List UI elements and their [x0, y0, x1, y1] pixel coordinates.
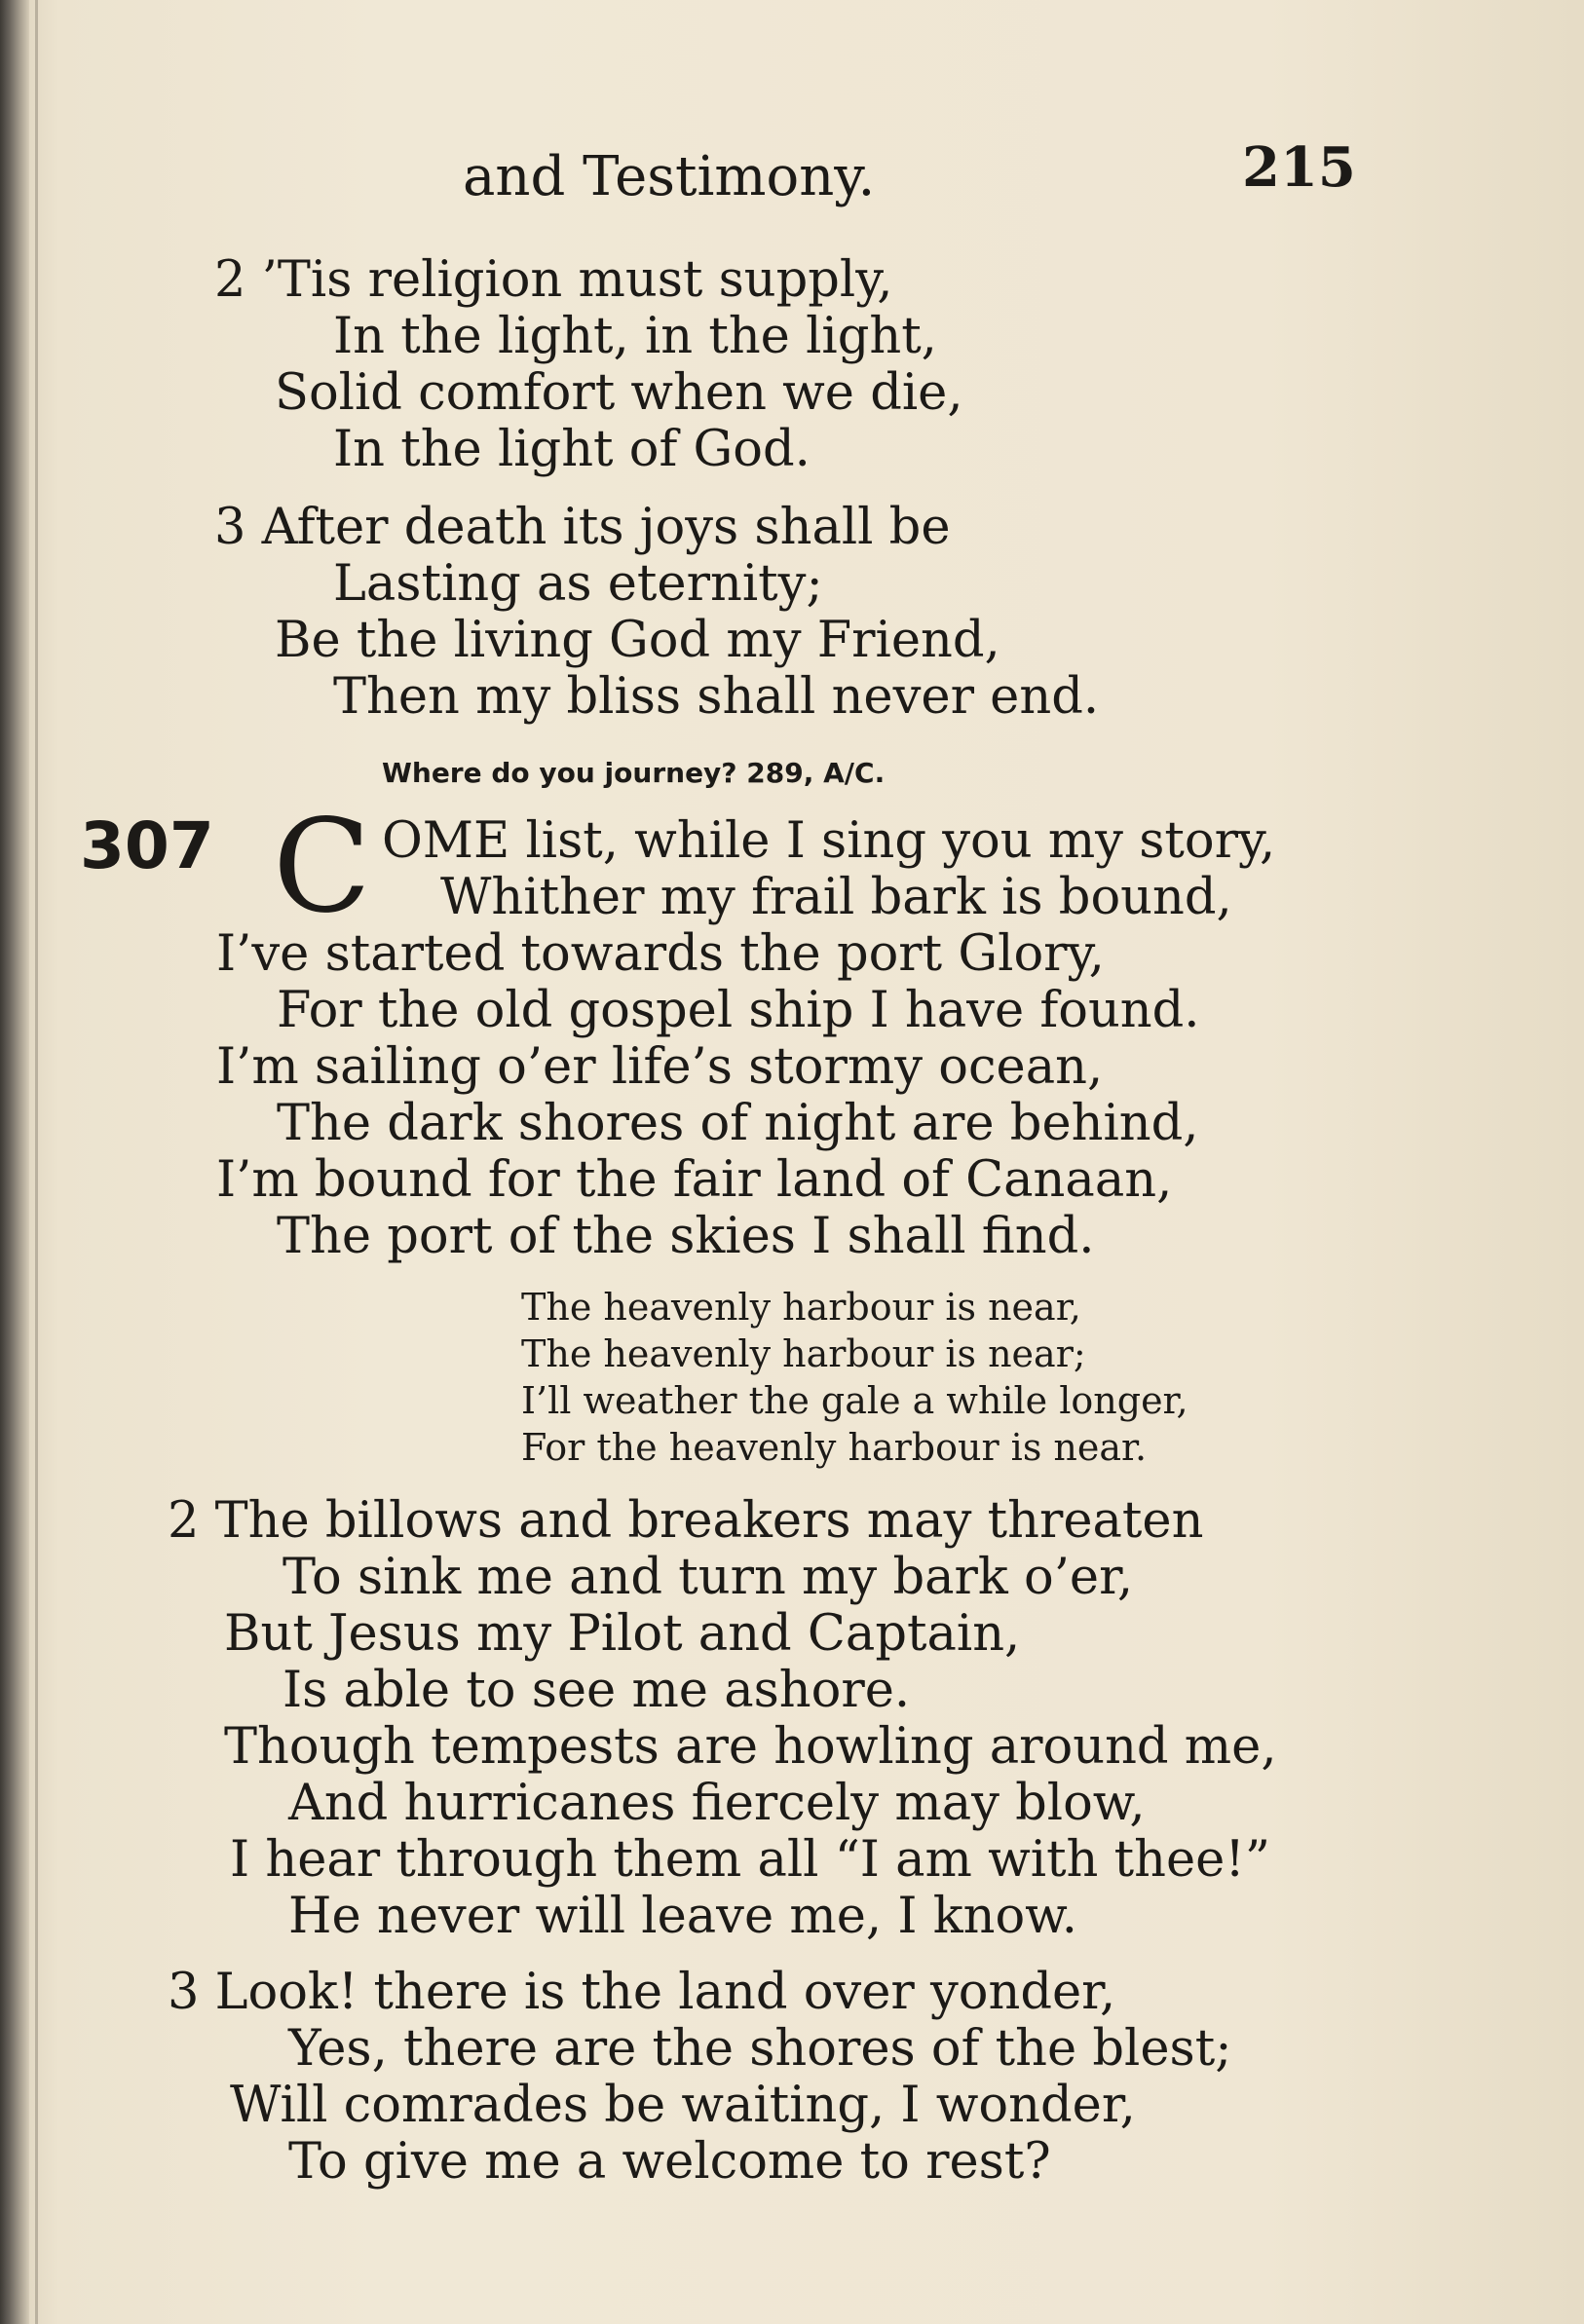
- verse-line: I’m bound for the fair land of Canaan,: [216, 1151, 1173, 1209]
- verse-line: And hurricanes fiercely may blow,: [288, 1775, 1146, 1832]
- verse-line: I’ve started towards the port Glory,: [216, 925, 1105, 983]
- chorus-line: For the heavenly harbour is near.: [521, 1426, 1148, 1469]
- verse-line: Lasting as eternity;: [333, 555, 823, 613]
- verse-line: He never will leave me, I know.: [288, 1888, 1077, 1945]
- drop-cap: C: [273, 792, 371, 942]
- verse-line: 2 The billows and breakers may threaten: [168, 1492, 1204, 1550]
- verse-line: Whither my frail bark is bound,: [440, 869, 1232, 926]
- chorus-line: The heavenly harbour is near,: [521, 1286, 1081, 1329]
- verse-line: I hear through them all “I am with thee!”: [230, 1831, 1270, 1889]
- running-header-title: and Testimony.: [463, 145, 876, 208]
- verse-line: In the light of God.: [333, 421, 811, 478]
- verse-line: In the light, in the light,: [333, 308, 937, 365]
- verse-line: To give me a welcome to rest?: [288, 2133, 1051, 2191]
- verse-line: The dark shores of night are behind,: [277, 1095, 1199, 1152]
- hymn-number: 307: [80, 808, 214, 883]
- verse-line: The port of the skies I shall find.: [277, 1208, 1095, 1265]
- spine-edge: [35, 0, 38, 2324]
- verse-line: Yes, there are the shores of the blest;: [288, 2020, 1232, 2078]
- chorus-line: I’ll weather the gale a while longer,: [521, 1379, 1188, 1422]
- verse-line: Though tempests are howling around me,: [224, 1718, 1277, 1776]
- chorus-line: The heavenly harbour is near;: [521, 1332, 1086, 1375]
- verse-line: 3 After death its joys shall be: [214, 499, 951, 556]
- verse-line: Be the living God my Friend,: [275, 612, 1000, 669]
- verse-line: But Jesus my Pilot and Captain,: [224, 1605, 1021, 1663]
- verse-line: I’m sailing o’er life’s stormy ocean,: [216, 1038, 1104, 1096]
- verse-line: 2 ’Tis religion must supply,: [214, 251, 893, 309]
- verse-line: OME list, while I sing you my story,: [382, 812, 1276, 870]
- verse-line: 3 Look! there is the land over yonder,: [168, 1964, 1116, 2021]
- verse-line: To sink me and turn my bark o’er,: [283, 1549, 1134, 1606]
- verse-line: Solid comfort when we die,: [275, 364, 963, 422]
- page-number: 215: [1242, 135, 1356, 200]
- tune-reference: Where do you journey? 289, A/C.: [382, 757, 886, 789]
- verse-line: Then my bliss shall never end.: [333, 668, 1100, 726]
- verse-line: For the old gospel ship I have found.: [277, 982, 1200, 1039]
- verse-line: Is able to see me ashore.: [283, 1662, 911, 1719]
- book-spine: [0, 0, 29, 2324]
- verse-line: Will comrades be waiting, I wonder,: [230, 2077, 1136, 2134]
